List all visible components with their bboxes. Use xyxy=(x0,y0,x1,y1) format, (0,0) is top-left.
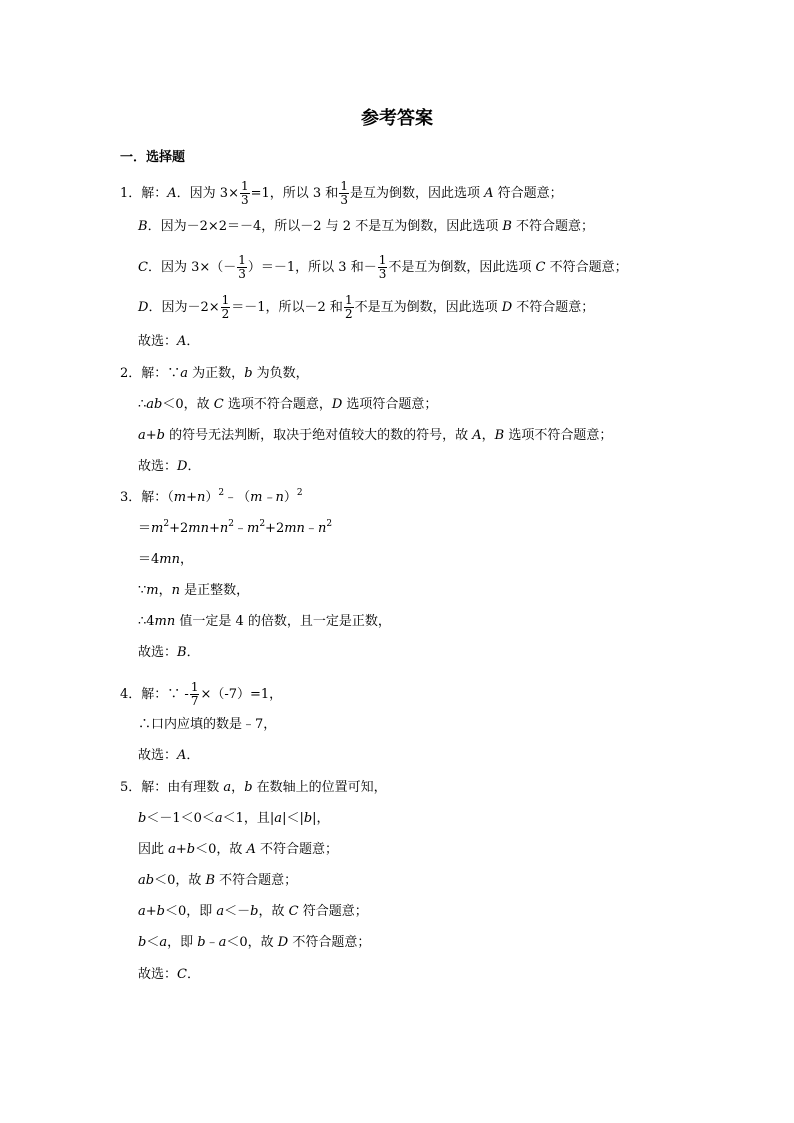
text: 不是互为倒数，因此选项 xyxy=(388,260,536,275)
var: b xyxy=(250,904,259,919)
text: 选项符合题意； xyxy=(342,397,438,412)
text: 选项不符合题意， xyxy=(223,397,332,412)
denominator: 3 xyxy=(378,267,387,281)
var: C xyxy=(138,260,148,275)
q1-number: 1．解： xyxy=(120,186,168,201)
var: D xyxy=(138,300,149,315)
answer-choice: B xyxy=(177,645,187,660)
text: ＝4 xyxy=(138,552,160,567)
fraction xyxy=(240,180,250,207)
text: ∴4 xyxy=(138,614,155,629)
var: a xyxy=(274,811,283,826)
text: 5．解：由有理数 xyxy=(120,780,224,795)
q5-line-3 xyxy=(138,842,338,858)
text: ． xyxy=(186,645,200,660)
text: ．因为－2× xyxy=(148,300,220,315)
text: |， xyxy=(312,811,330,826)
text: ．因为 3×（－ xyxy=(147,260,237,275)
text: ） xyxy=(205,490,219,505)
text: ﹣ xyxy=(205,935,219,950)
text: 符合题意； xyxy=(493,186,563,201)
q3-line-4 xyxy=(138,583,249,599)
text: 故选： xyxy=(138,459,178,474)
fraction xyxy=(221,294,231,321)
text: 为负数， xyxy=(252,366,309,381)
var: b xyxy=(244,366,253,381)
text: ＜0，故 xyxy=(162,397,214,412)
var: n xyxy=(219,521,229,536)
var: a+b xyxy=(138,428,165,443)
var: a xyxy=(223,780,232,795)
text: 选项不符合题意； xyxy=(504,428,613,443)
text: + xyxy=(208,521,220,536)
numerator: 1 xyxy=(240,179,249,193)
exponent: 2 xyxy=(163,519,170,529)
var: A xyxy=(472,428,482,443)
text: ＜－ xyxy=(224,904,251,919)
text: 不符合题意； xyxy=(215,873,298,888)
text: ＜0，即 xyxy=(164,904,217,919)
q1-line-1 xyxy=(120,180,563,207)
text: 值一定是 4 的倍数，且一定是正数， xyxy=(175,614,391,629)
text: ＜－1＜0＜ xyxy=(146,811,215,826)
text: ． xyxy=(186,334,200,349)
q5-answer xyxy=(138,967,200,983)
text: 故选： xyxy=(138,967,178,982)
numerator: 1 xyxy=(340,179,348,193)
var: mn xyxy=(188,521,209,536)
var: C xyxy=(213,397,224,412)
text: ． xyxy=(186,748,200,763)
exponent: 2 xyxy=(218,488,225,498)
answer-choice: A xyxy=(177,334,187,349)
text: ，即 xyxy=(167,935,198,950)
q5-line-5 xyxy=(138,904,368,920)
var: A xyxy=(484,186,494,201)
text: 不符合题意； xyxy=(255,842,339,857)
text: 故选： xyxy=(138,748,178,763)
var: B xyxy=(494,428,505,443)
exponent: 2 xyxy=(259,519,266,529)
var: m+n xyxy=(173,490,206,505)
text: ＜ xyxy=(146,935,160,950)
text: =1，所以 3 和 xyxy=(250,186,339,201)
text: 在数轴上的位置可知， xyxy=(252,780,387,795)
fraction xyxy=(339,180,349,207)
text: 因此 xyxy=(138,842,169,857)
var: m xyxy=(246,521,260,536)
var: a xyxy=(159,935,168,950)
fraction xyxy=(190,681,200,708)
q3-number: 3．解：（ xyxy=(120,490,174,505)
var: mn xyxy=(284,521,305,536)
text: ．因为 3× xyxy=(176,186,239,201)
var: B xyxy=(138,219,148,234)
text: 故选： xyxy=(138,645,178,660)
var: mn xyxy=(159,552,180,567)
text: ﹣ xyxy=(304,521,318,536)
q5-line-1 xyxy=(120,780,387,796)
exponent: 2 xyxy=(228,519,234,529)
var: m xyxy=(151,521,164,536)
text: 是正整数， xyxy=(180,583,250,598)
var: m﹣n xyxy=(250,490,284,505)
var: a xyxy=(218,935,227,950)
q1-answer xyxy=(138,334,199,350)
var: a xyxy=(216,904,225,919)
q5-line-6 xyxy=(138,935,370,951)
var: ab xyxy=(146,397,163,412)
text: ∵ xyxy=(138,583,147,598)
q2-line-3 xyxy=(138,428,612,444)
var: a+b xyxy=(168,842,196,857)
text: ， xyxy=(231,780,245,795)
text: 的符号无法判断，取决于绝对值较大的数的符号，故 xyxy=(164,428,473,443)
q1-line-3 xyxy=(138,254,628,281)
var: mn xyxy=(154,614,176,629)
q1-line-2 xyxy=(138,219,594,235)
text: ×（-7）=1， xyxy=(200,687,283,702)
fraction xyxy=(378,254,388,281)
denominator: 2 xyxy=(221,307,230,321)
var: m xyxy=(146,583,159,598)
text: ﹣（ xyxy=(224,490,251,505)
denominator: 3 xyxy=(240,193,249,207)
q4-line-2 xyxy=(138,717,276,733)
q3-line-5 xyxy=(138,614,391,630)
text: 不是互为倒数，因此选项 xyxy=(354,300,502,315)
var: a xyxy=(214,811,223,826)
var: C xyxy=(535,260,546,275)
q3-answer xyxy=(138,645,200,661)
text: ∴口内应填的数是﹣7， xyxy=(138,717,277,732)
var: A xyxy=(167,186,177,201)
fraction xyxy=(237,254,247,281)
text: +2 xyxy=(169,521,189,536)
var: n xyxy=(317,521,327,536)
text: +2 xyxy=(265,521,285,536)
var: b xyxy=(244,780,253,795)
var: D xyxy=(501,300,513,315)
q3-line-3 xyxy=(138,552,193,568)
text: ＝ xyxy=(138,521,152,536)
text: 不符合题意； xyxy=(511,219,595,234)
q2-line-2 xyxy=(138,397,437,413)
answer-choice: D xyxy=(177,459,188,474)
section-heading: 一．选择题 xyxy=(120,150,186,165)
var: A xyxy=(246,842,256,857)
text: 是互为倒数，因此选项 xyxy=(349,186,485,201)
q4-number: 4．解：∵ xyxy=(120,687,185,702)
denominator: 2 xyxy=(344,307,353,321)
numerator: 1 xyxy=(378,253,387,267)
var: B xyxy=(502,219,512,234)
text: ） xyxy=(283,490,297,505)
text: |＜| xyxy=(282,811,304,826)
text: ＜0，故 xyxy=(226,935,278,950)
q5-line-4 xyxy=(138,873,297,889)
exponent: 2 xyxy=(326,519,333,529)
var: a xyxy=(180,366,189,381)
text: ＜1，且| xyxy=(222,811,275,826)
exponent: 2 xyxy=(296,488,303,498)
text: ， xyxy=(179,552,193,567)
text: 为正数， xyxy=(188,366,245,381)
numerator: 1 xyxy=(190,680,199,694)
q5-line-2 xyxy=(138,811,330,827)
text: ＜0，故 xyxy=(154,873,206,888)
q2-line-1 xyxy=(120,366,309,382)
text: ． xyxy=(186,967,200,982)
q3-line-1 xyxy=(120,490,303,506)
text: ， xyxy=(158,583,172,598)
page-title: 参考答案 xyxy=(361,108,433,129)
var: b xyxy=(138,811,147,826)
var: n xyxy=(171,583,180,598)
var: D xyxy=(277,935,289,950)
text: 不符合题意； xyxy=(545,260,628,275)
numerator: 1 xyxy=(238,253,246,267)
answer-choice: C xyxy=(177,967,187,982)
var: b xyxy=(197,935,206,950)
denominator: 3 xyxy=(340,193,348,207)
q1-line-4 xyxy=(138,294,594,321)
var: b xyxy=(138,935,147,950)
q3-line-2 xyxy=(138,521,332,537)
text: 故选： xyxy=(138,334,178,349)
text: ． xyxy=(187,459,201,474)
q2-answer xyxy=(138,459,200,475)
text: ）＝－1，所以 3 和－ xyxy=(247,260,377,275)
fraction xyxy=(344,294,354,321)
var: B xyxy=(205,873,216,888)
numerator: 1 xyxy=(221,293,230,307)
var: ab xyxy=(138,873,155,888)
text: - xyxy=(184,687,189,702)
denominator: 3 xyxy=(238,267,246,281)
text: 不符合题意； xyxy=(288,935,371,950)
text: ∴ xyxy=(138,397,147,412)
text: ﹣ xyxy=(233,521,247,536)
var: D xyxy=(331,397,343,412)
q2-number: 2．解：∵ xyxy=(120,366,181,381)
numerator: 1 xyxy=(344,293,353,307)
text: ＜0，故 xyxy=(195,842,247,857)
text: ＝－1，所以－2 和 xyxy=(231,300,343,315)
q4-line-1 xyxy=(120,681,282,708)
text: 符合题意； xyxy=(298,904,368,919)
q4-answer xyxy=(138,748,199,764)
text: ．因为－2×2＝－4，所以－2 与 2 不是互为倒数，因此选项 xyxy=(147,219,503,234)
answer-choice: A xyxy=(177,748,187,763)
var: b xyxy=(303,811,313,826)
text: 不符合题意； xyxy=(512,300,595,315)
var: C xyxy=(288,904,299,919)
text: ， xyxy=(481,428,495,443)
var: a+b xyxy=(138,904,165,919)
text: ，故 xyxy=(258,904,289,919)
denominator: 7 xyxy=(190,694,199,708)
